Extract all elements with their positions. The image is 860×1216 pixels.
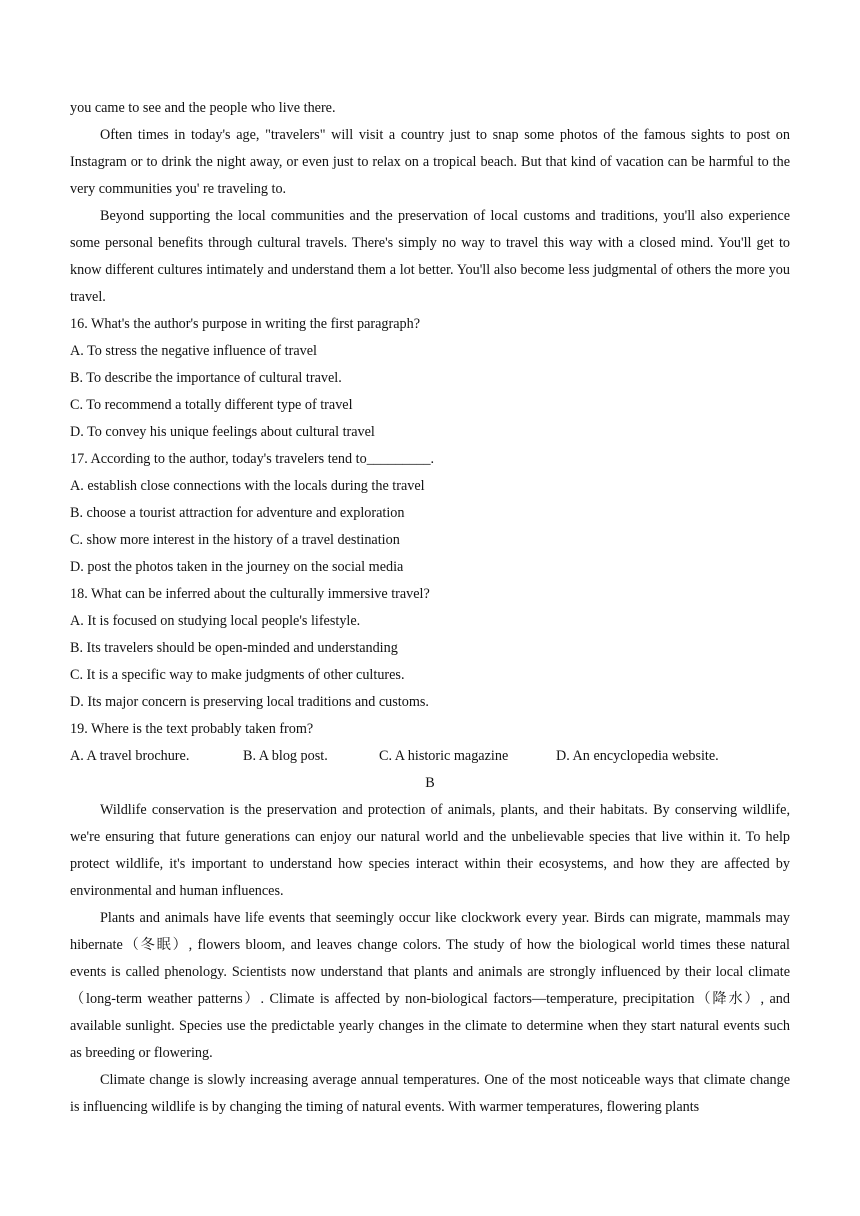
answer-option: C. show more interest in the history of a travel destination [70, 532, 400, 548]
passage-b-paragraph: Climate change is slowly increasing average annual temperatures. One of the most noticeable ways that climate change is influencing wildlife is by changing the timing of natural events. With warmer temperatures, flowering plants [70, 1072, 790, 1115]
passage-a-paragraph: Beyond supporting the local communities and the preservation of local customs and traditions, you'll also experience some personal benefits through cultural travels. There's simply no way to travel this way with a closed mind. You'll get to know different cultures intimately and understand them a lot better. You'll also become less judgmental of others the more you travel. [70, 208, 790, 305]
answer-option: D. post the photos taken in the journey on the social media [70, 559, 404, 575]
answer-option: A. A travel brochure. [70, 748, 190, 764]
answer-option: A. establish close connections with the locals during the travel [70, 478, 425, 494]
answer-option: D. Its major concern is preserving local traditions and customs. [70, 694, 429, 710]
question-17 [70, 446, 790, 581]
passage-b-paragraph: Wildlife conservation is the preservation and protection of animals, plants, and their habitats. By conserving wildlife, we're ensuring that future generations can enjoy our natural world and the unbelievable species that live within it. To help protect wildlife, it's important to understand how species interact within their ecosystems, and how they are affected by environmental and human influences. [70, 802, 790, 899]
question-stem: 19. Where is the text probably taken from? [70, 721, 314, 737]
question-16 [70, 311, 790, 446]
question-stem: 16. What's the author's purpose in writing the first paragraph? [70, 316, 420, 332]
answer-option: D. An encyclopedia website. [556, 748, 719, 764]
section-heading: B [425, 775, 435, 791]
answer-option: C. A historic magazine [379, 748, 509, 764]
passage-a-continuation: you came to see and the people who live there. [70, 100, 336, 116]
answer-option: B. Its travelers should be open-minded and understanding [70, 640, 398, 656]
answer-option: D. To convey his unique feelings about cultural travel [70, 424, 375, 440]
answer-option: B. To describe the importance of cultural travel. [70, 370, 342, 386]
question-18 [70, 581, 790, 716]
passage-a-paragraph: Often times in today's age, "travelers" will visit a country just to snap some photos of the famous sights to post on Instagram or to drink the night away, or even just to relax on a tropical beach. But that kind of vacation can be harmful to the very communities you' re traveling to. [70, 127, 790, 197]
document-body [70, 95, 790, 1121]
passage-b-paragraph: Plants and animals have life events that seemingly occur like clockwork every year. Birds can migrate, mammals may hibernate（冬眠）, flowers bloom, and leaves change colors. The study of how the biological world times these natural events is called phenology. Scientists now understand that plants and animals are strongly influenced by their local climate（long-term weather patterns）. Climate is affected by non-biological factors—temperature, precipitation（降水）, and available sunlight. Species use the predictable yearly changes in the climate to determine when they start natural events such as breeding or flowering. [70, 910, 790, 1061]
answer-option: B. A blog post. [243, 748, 328, 764]
question-stem: 17. According to the author, today's travelers tend to_________. [70, 451, 435, 467]
question-stem: 18. What can be inferred about the culturally immersive travel? [70, 586, 430, 602]
answer-option: B. choose a tourist attraction for adventure and exploration [70, 505, 405, 521]
answer-option: A. It is focused on studying local people's lifestyle. [70, 613, 361, 629]
answer-option: A. To stress the negative influence of travel [70, 343, 317, 359]
answer-option: C. To recommend a totally different type of travel [70, 397, 353, 413]
answer-option: C. It is a specific way to make judgments of other cultures. [70, 667, 405, 683]
question-19 [70, 716, 790, 770]
answer-options-row [70, 743, 790, 770]
